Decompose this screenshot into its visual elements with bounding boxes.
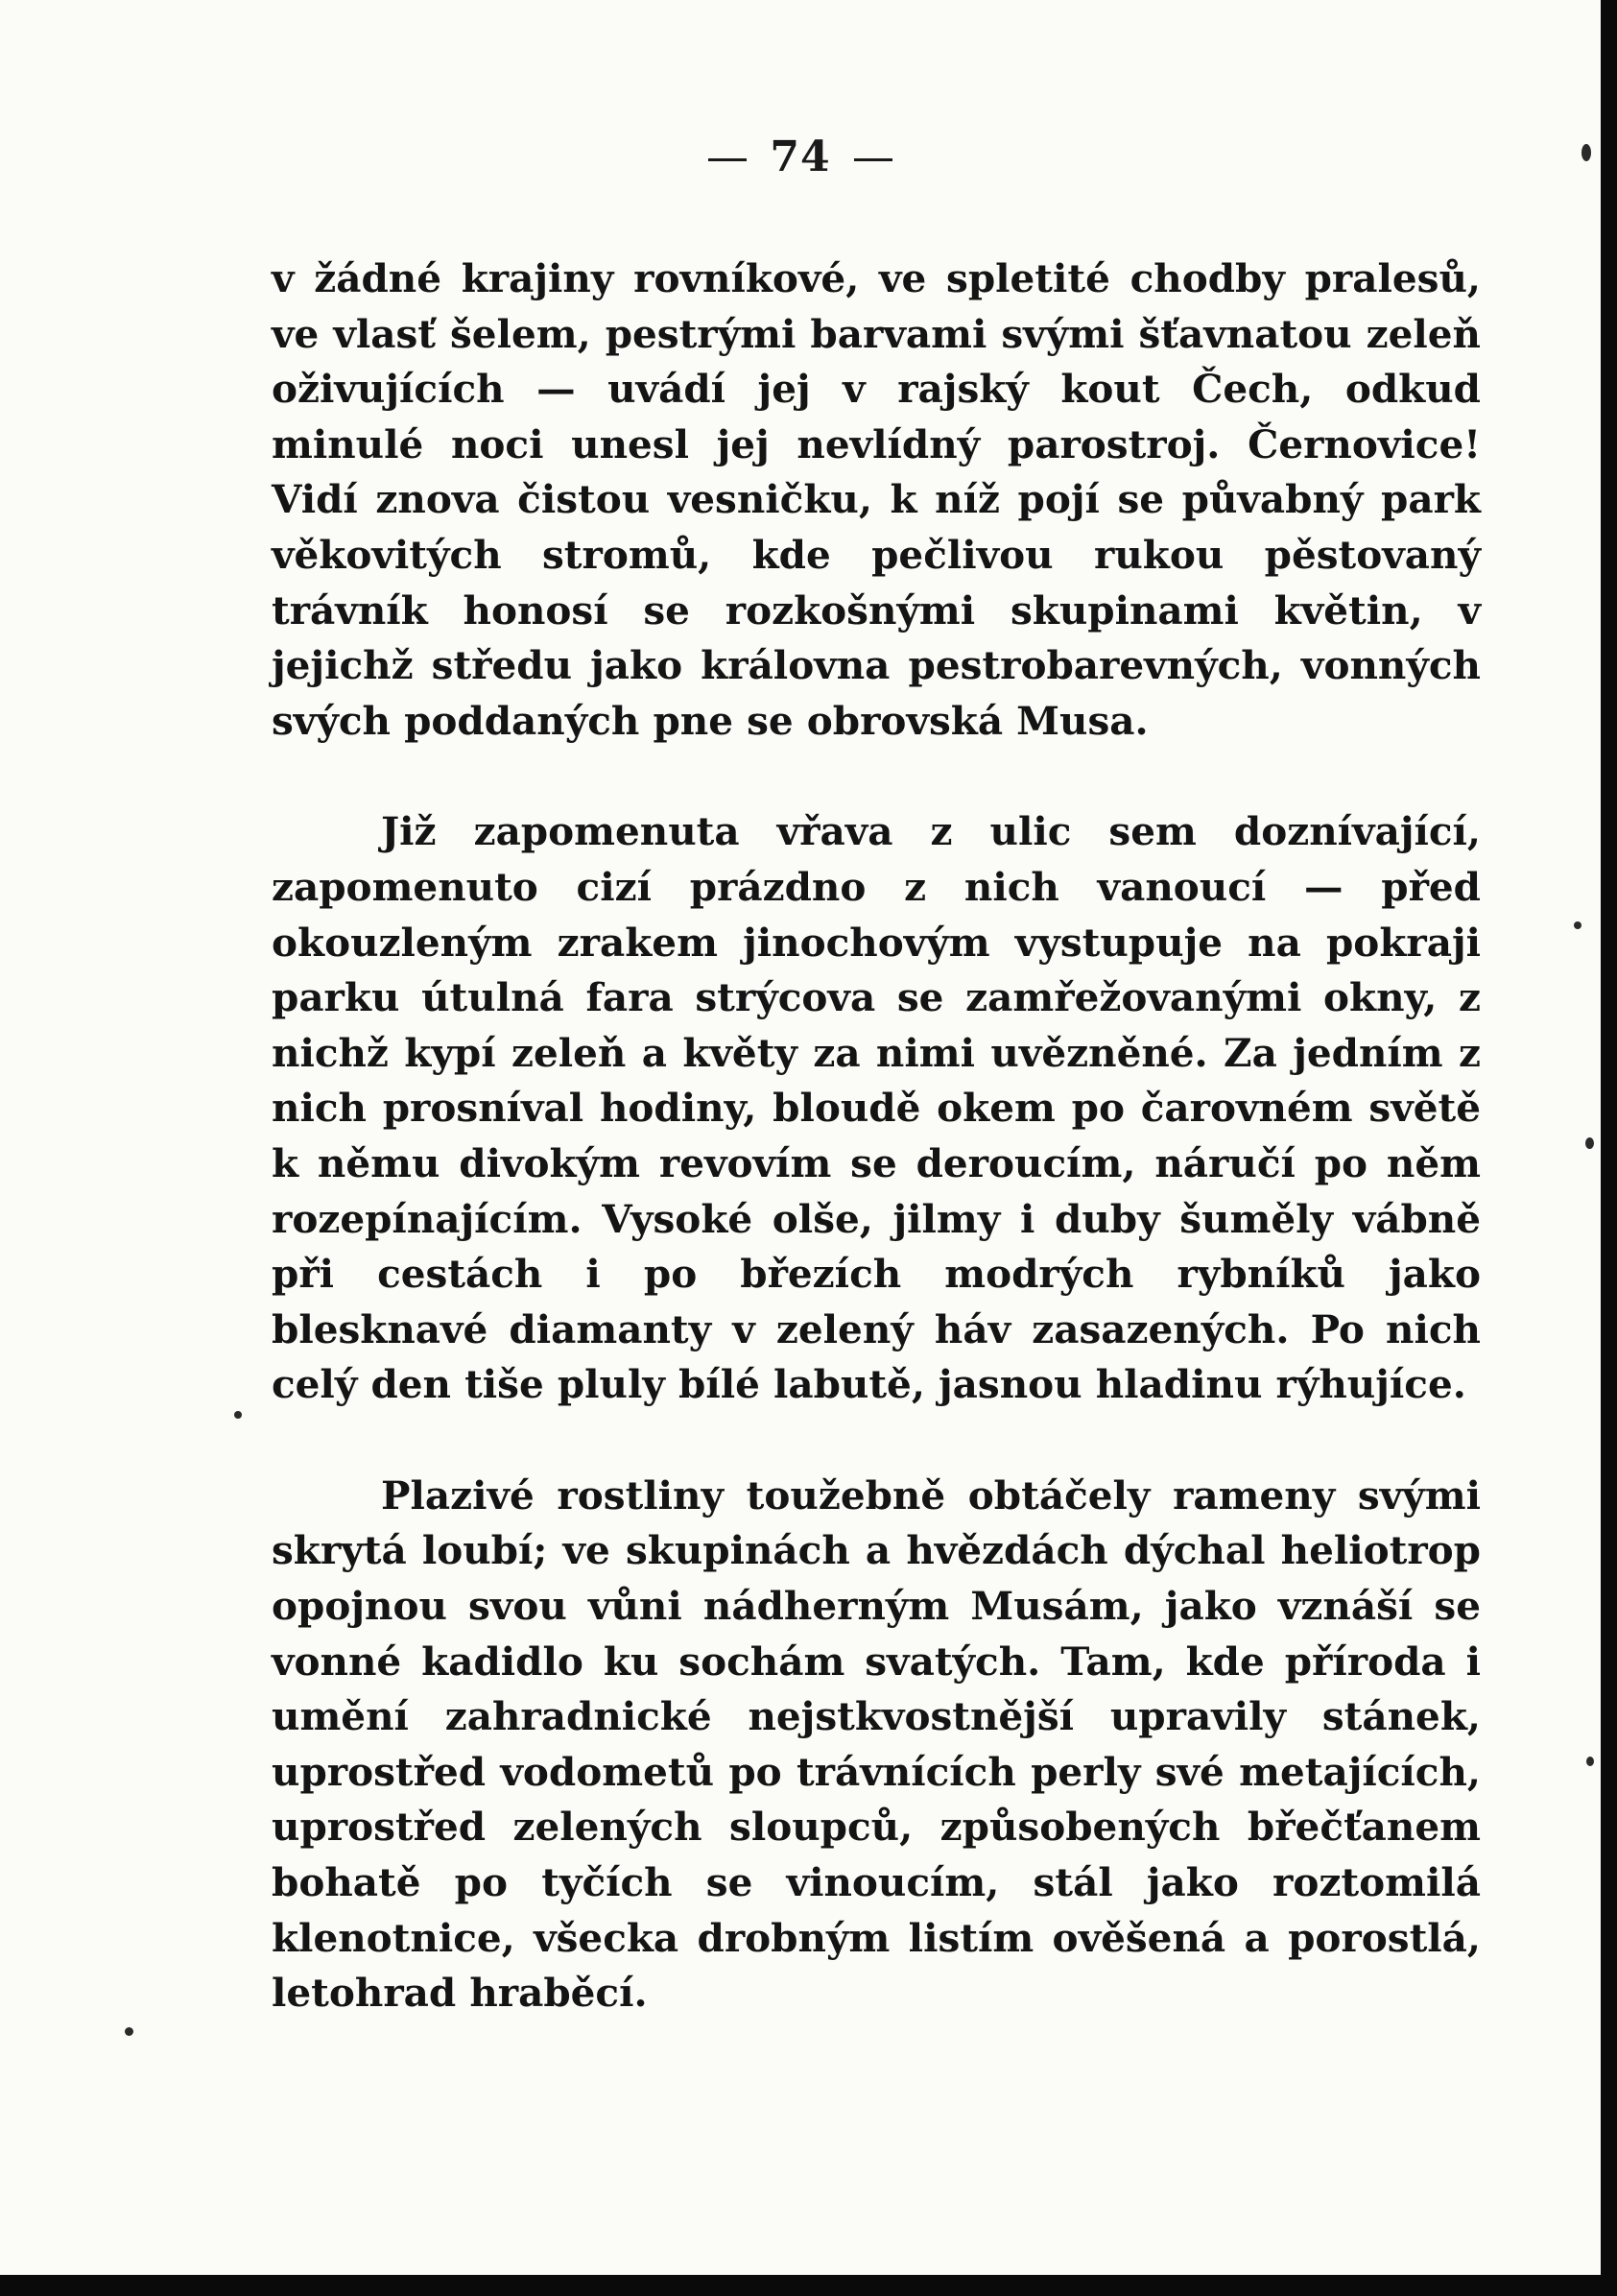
scan-border-bottom — [0, 2275, 1617, 2296]
page-number — [0, 132, 1601, 181]
scan-speck — [1586, 1757, 1594, 1766]
page-number-value: 74 — [770, 132, 831, 181]
paragraph-1: v žádné krajiny rovníkové, ve spletité chodby pralesů, ve vlasť šelem, pestrými barvami svými šťavnatou zeleň oživujících — uvádí jej v rajský kout Čech, odkud minulé noci unesl jej nevlídný parostroj. Černovice! Vidí znova čistou vesničku, k níž pojí se půvabný park věkovitých stromů, kde pečlivou rukou pěstovaný trávník honosí se rozkošnými skupinami květin, v jejichž středu jako královna pestrobarevných, vonných svých poddaných pne se obrovská Musa. — [272, 255, 1481, 744]
scan-speck — [1585, 1137, 1594, 1149]
scan-speck — [1574, 921, 1581, 929]
body-text — [272, 251, 1481, 2021]
scan-speck — [234, 1411, 242, 1419]
page-number-dash-left — [708, 158, 747, 161]
scan-border-right — [1601, 0, 1617, 2296]
scan-speck — [1581, 144, 1591, 161]
scan-speck — [125, 2027, 133, 2036]
paragraph-3: Plazivé rostliny toužebně obtáčely rameny svými skrytá loubí; ve skupinách a hvězdách dýchal heliotrop opojnou svou vůni nádherným Musám, jako vznáší se vonné kadidlo ku sochám svatých. Tam, kde příroda i umění zahradnické nejstkvostnější upravily stánek, uprostřed vodometů po trávnících perly své metajících, uprostřed zelených sloupců, způsobených břečťanem bohatě po tyčích se vinoucím, stál jako roztomilá klenotnice, všecka drobným listím ověšená a porostlá, letohrad hraběcí. — [272, 1471, 1481, 2017]
page-number-dash-right — [854, 158, 892, 161]
paragraph-2: Již zapomenuta vřava z ulic sem doznívající, zapomenuto cizí prázdno z nich vanoucí — před okouzleným zrakem jinochovým vystupuje na pokraji parku útulná fara strýcova se zamřežovanými okny, z nichž kypí zeleň a květy za nimi uvězněné. Za jedním z nich prosníval hodiny, bloudě okem po čarovném světě k němu divokým revovím se deroucím, náručí po něm rozepínajícím. Vysoké olše, jilmy i duby šuměly vábně při cestách i po březích modrých rybníků jako blesknavé diamanty v zelený háv zasazených. Po nich celý den tiše pluly bílé labutě, jasnou hladinu rýhujíce. — [272, 808, 1481, 1408]
